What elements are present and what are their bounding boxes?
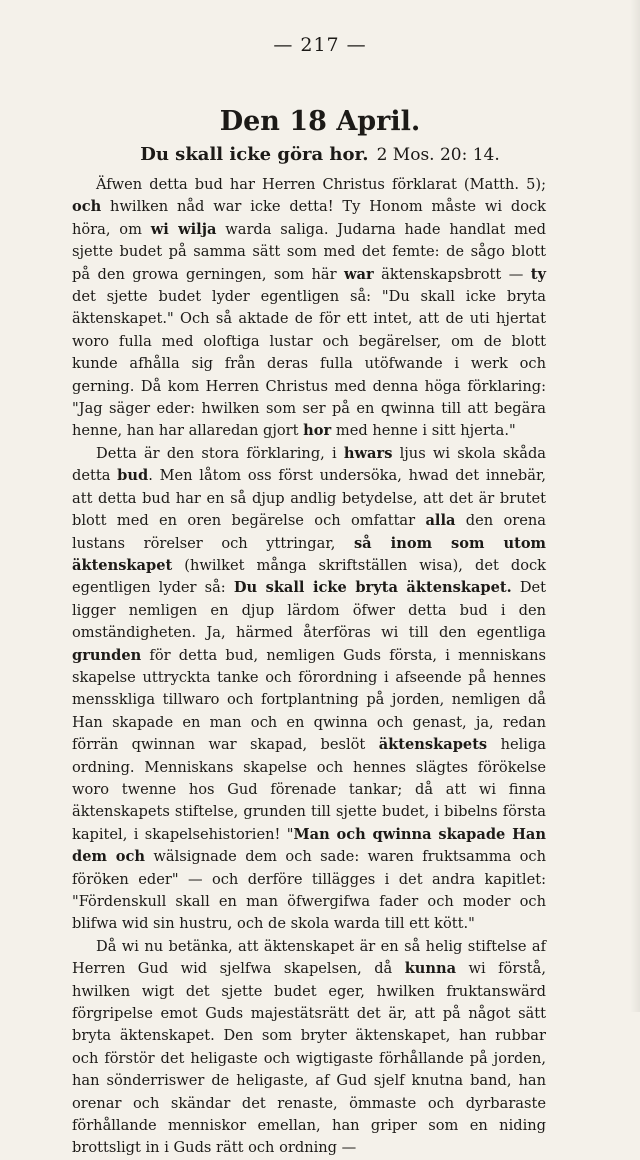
text-run: det sjette budet lyder egentligen så: "Du skall icke bryta äktenskapet." Och så aktade de för ett intet, att de uti hjertat woro fulla med oloftiga lustar och begärelser, om de blott kunde afhålla sig från deras fulla utöfwande i werk och gerning. Då kom Herren Christus med denna höga förklaring: "Jag säger eder: hwilken som ser på en qwinna till att begära henne, han har allaredan gjort — [72, 288, 546, 440]
text-run: Det ligger nemligen en djup lärdom öfwer detta bud i den omständigheten. Ja, härmed återföras wi till den egentliga — [72, 579, 547, 642]
page-number: — 217 — — [273, 34, 367, 56]
text-run: Då wi nu betänka, att äktenskapet är en så helig stiftelse af Herren Gud wid sjelfwa skapelsen, då — [72, 937, 546, 978]
text-run: ljus wi skola skåda detta — [72, 444, 546, 485]
text-run: . Men låtom oss först undersöka, hwad det innebär, att detta bud har en så djup andlig betydelse, att det är brutet blott med en oren begärelse och omfattar — [72, 467, 546, 530]
text-run: den orena lustans rörelser och yttringar, — [72, 512, 546, 552]
text-run: Detta är den stora förklaring, i — [96, 444, 344, 462]
commandment-title: Du skall icke göra hor. — [140, 144, 369, 165]
text-run: wi förstå, hwilken wigt det sjette budet eger, hwilken fruktanswärd förgripelse emot Guds majestätsrätt det är, att på något sätt bryta äktenskapet. Den som bryter äktenskapet, han rubbar och förstör det heligaste och wigtigaste förhållande på jorden, han sönderriswer de heligaste, af Gud sjelf knutna band, han orenar och skändar det renaste, ömmaste och dyrbaraste förhållande menniskor emellan, han griper som en niding brottsligt in i Guds rätt och ordning — — [72, 960, 546, 1157]
emphasis-text: hwars — [343, 444, 393, 462]
emphasis-text: hor — [303, 422, 332, 440]
paragraph — [72, 443, 546, 936]
emphasis-text: war — [343, 265, 374, 283]
text-run: hwilken nåd war icke detta! Ty Honom måste wi dock höra, om — [72, 198, 546, 238]
emphasis-text: kunna — [404, 960, 457, 978]
emphasis-text: och — [72, 198, 102, 216]
text-run: äktenskapsbrott — — [373, 265, 531, 283]
text-run: Äfwen detta bud har Herren Christus förklarat (Matth. 5); — [96, 176, 546, 193]
text-run: heliga ordning. Menniskans skapelse och hennes slägtes förökelse woro twenne hos Gud förenade tankar; då att wi finna äktenskapets stiftelse, grunden till sjette budet, i bibelns första kapitel, i skapelsehistorien! " — [72, 736, 546, 843]
paragraph — [72, 936, 546, 1160]
paragraph — [72, 174, 546, 443]
emphasis-text: grunden — [72, 646, 142, 664]
emphasis-text: så inom som utom äktenskapet — [72, 534, 546, 574]
text-run: wälsignade dem och sade: waren fruktsamma och föröken eder" — och derföre tillägges i det andra kapitlet: "Fördenskull skall en man öfwergifwa fader och moder och blifwa wid sin hustru, och de skola warda till ett kött." — [72, 848, 546, 933]
emphasis-text: Du skall icke bryta äktenskapet. — [233, 579, 512, 597]
subheading — [0, 144, 640, 165]
text-run: warda saliga. Judarna hade handlat med sjette budet på samma sätt som med det femte: de sågo blott på den growa gerningen, som här — [72, 220, 547, 283]
scripture-reference: 2 Mos. 20: 14. — [376, 145, 500, 165]
text-run: för detta bud, nemligen Guds första, i menniskans skapelse uttryckta tanke och förordning i afseende på hennes mensskliga tillwaro och fortplantning på jorden, nemligen då Han skapade en man och en qwinna och genast, ja, redan förrän qwinnan war skapad, beslöt — [72, 646, 546, 754]
emphasis-text: ty — [530, 265, 546, 283]
text-run: med henne i sitt hjerta." — [331, 422, 516, 440]
page-title: Den 18 April. — [219, 106, 421, 137]
emphasis-text: bud — [117, 467, 149, 485]
emphasis-text: äktenskapets — [378, 736, 488, 754]
text-run: (hwilket många skriftställen wisa), det dock egentligen lyder så: — [72, 556, 546, 597]
emphasis-text: Man och qwinna skapade Han dem och — [72, 825, 546, 866]
emphasis-text: alla — [425, 512, 456, 530]
emphasis-text: wi wilja — [150, 220, 217, 238]
